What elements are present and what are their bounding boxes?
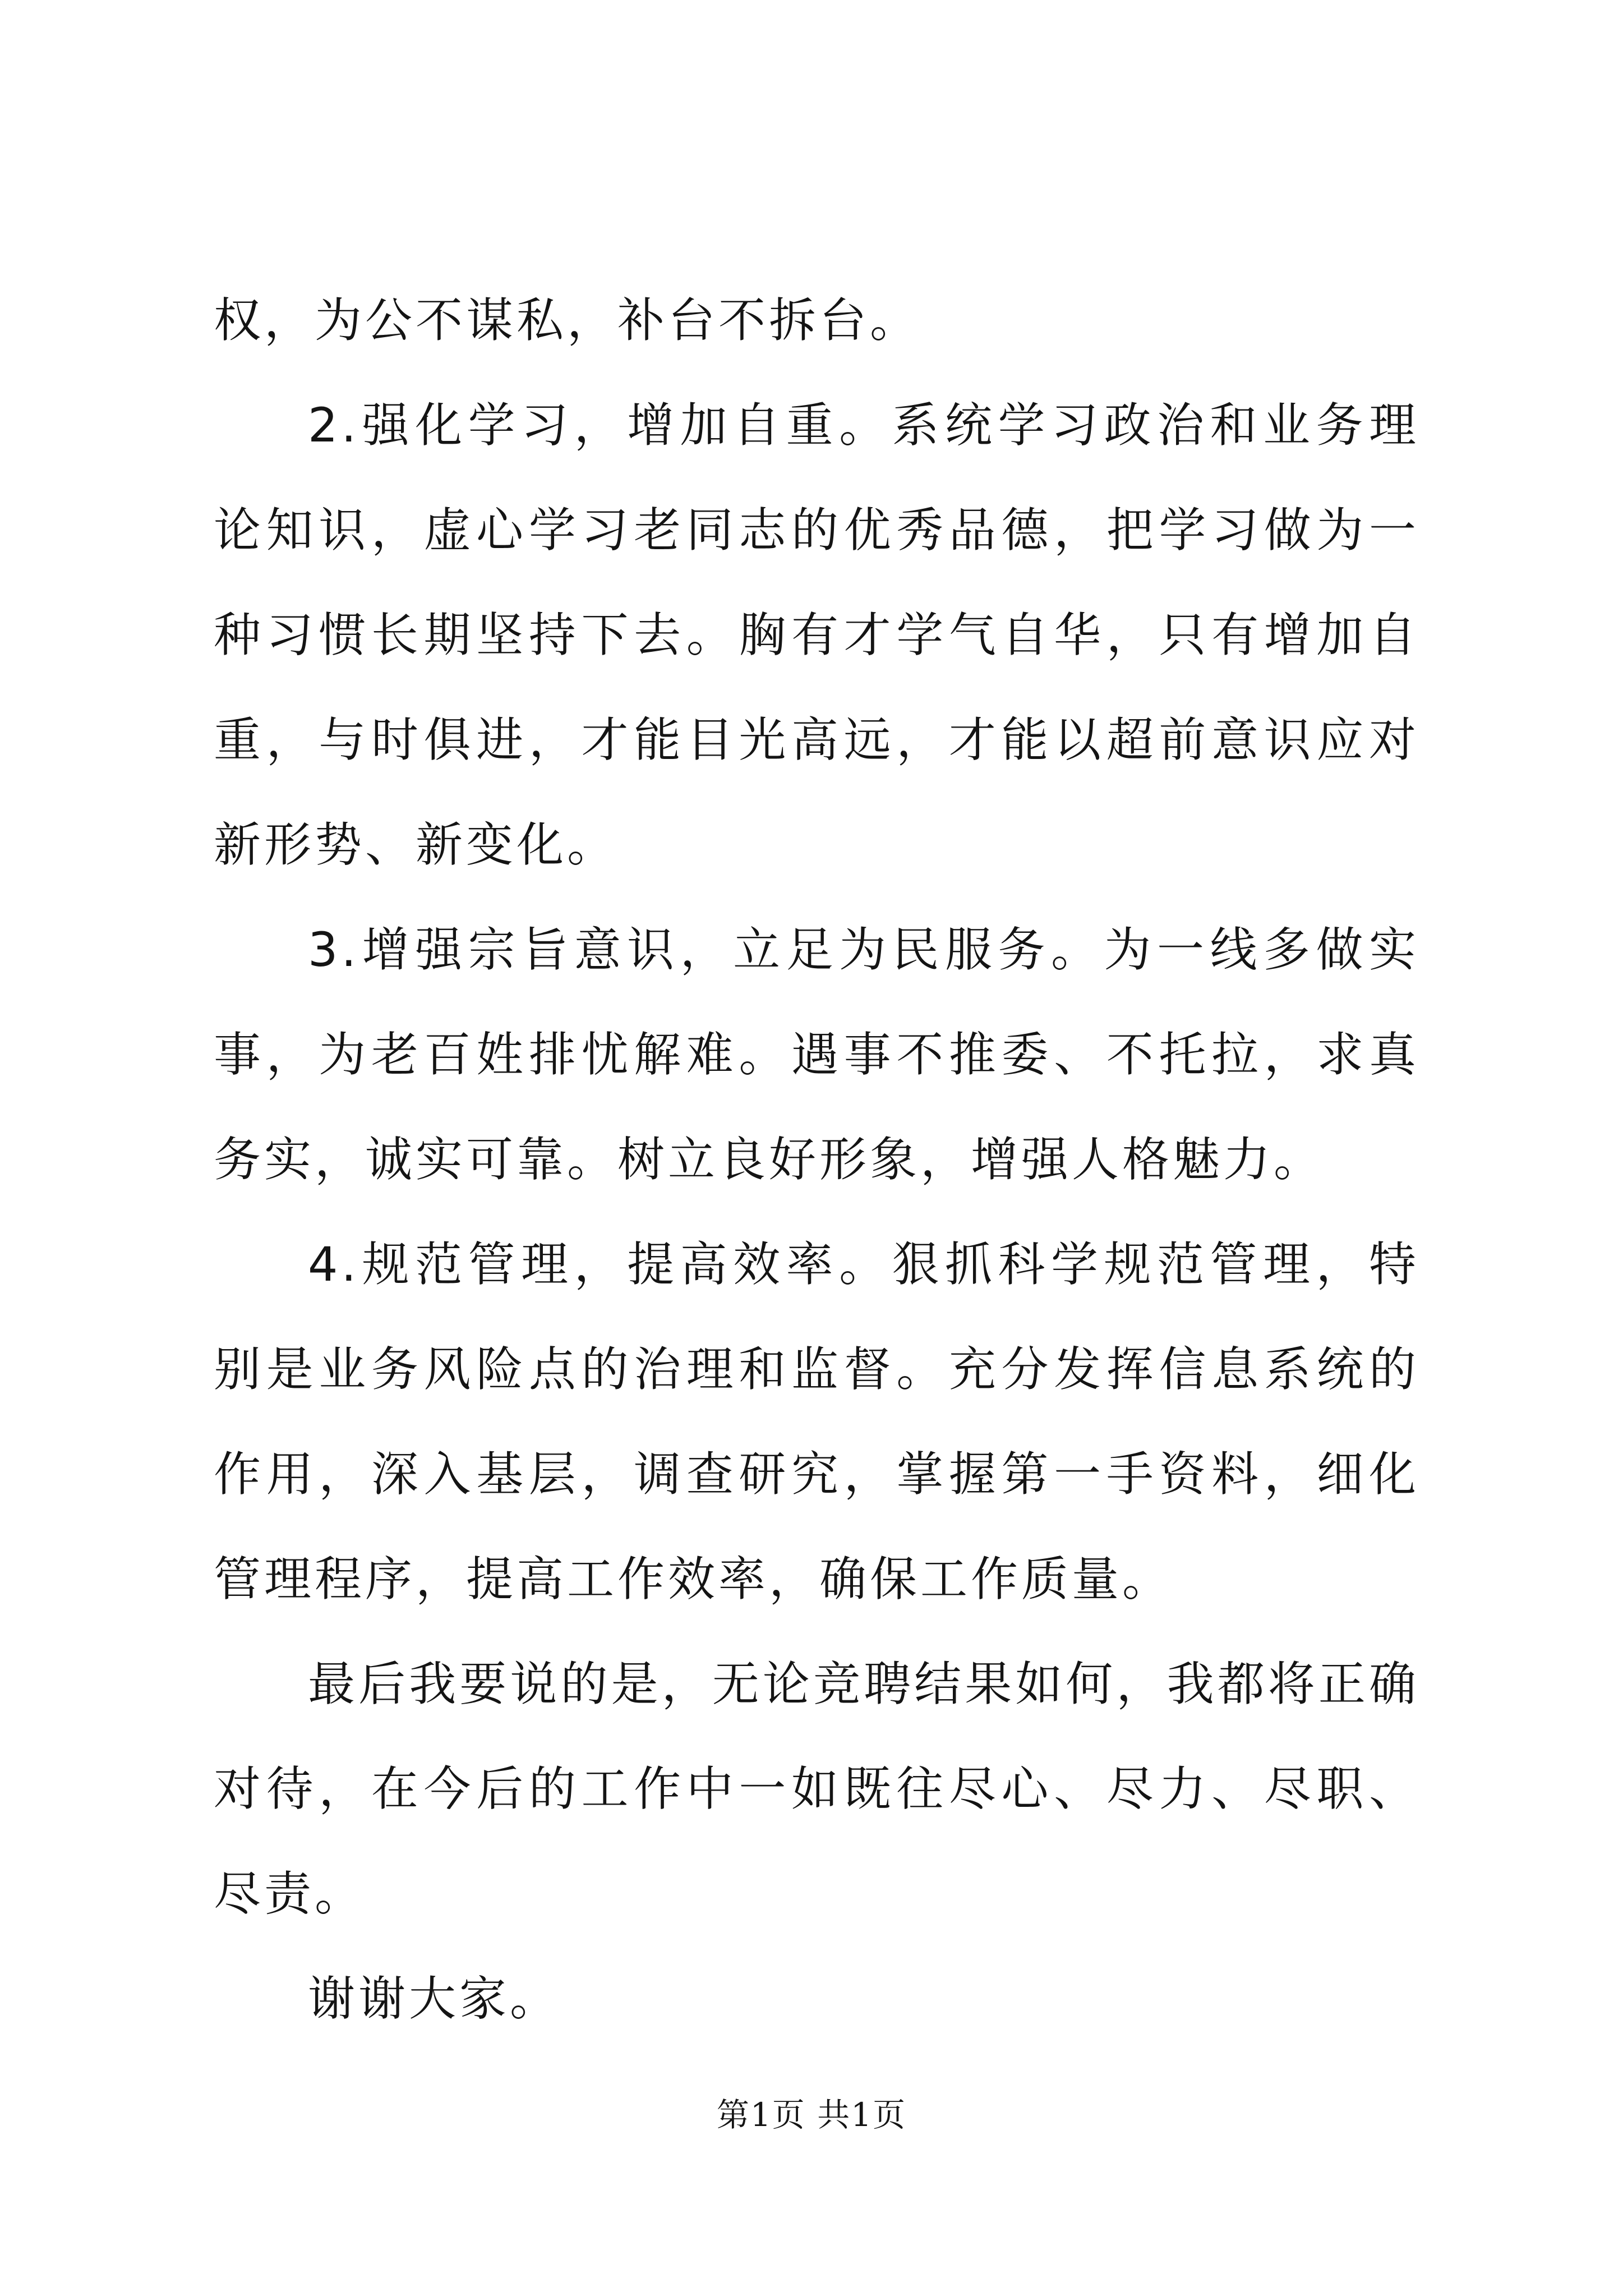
paragraph-thanks: 谢谢大家。 xyxy=(308,1971,561,2026)
document-body xyxy=(214,268,1419,2051)
paragraph-item-3: 3.增强宗旨意识，立足为民服务。为一线多做实事，为老百姓排忧解难。遇事不推委、不托拉，求真务实，诚实可靠。树立良好形象，增强人格魅力。 xyxy=(214,922,1419,1187)
page-footer: 第1页 共1页 xyxy=(716,2096,907,2134)
paragraph-continuation: 权，为公不谋私，补台不拆台。 xyxy=(214,293,921,348)
paragraph-conclusion: 最后我要说的是，无论竞聘结果如何，我都将正确对待，在今后的工作中一如既往尽心、尽力、尽职、尽责。 xyxy=(214,1657,1419,1921)
paragraph-item-4: 4.规范管理，提高效率。狠抓科学规范管理，特别是业务风险点的治理和监督。充分发挥信息系统的作用，深入基层，调查研究，掌握第一手资料，细化管理程序，提高工作效率，确保工作质量。 xyxy=(214,1237,1419,1607)
paragraph-item-2: 2.强化学习，增加自重。系统学习政治和业务理论知识，虚心学习老同志的优秀品德，把学习做为一种习惯长期坚持下去。胸有才学气自华，只有增加自重，与时俱进，才能目光高远，才能以超前意识应对新形势、新变化。 xyxy=(214,398,1419,872)
